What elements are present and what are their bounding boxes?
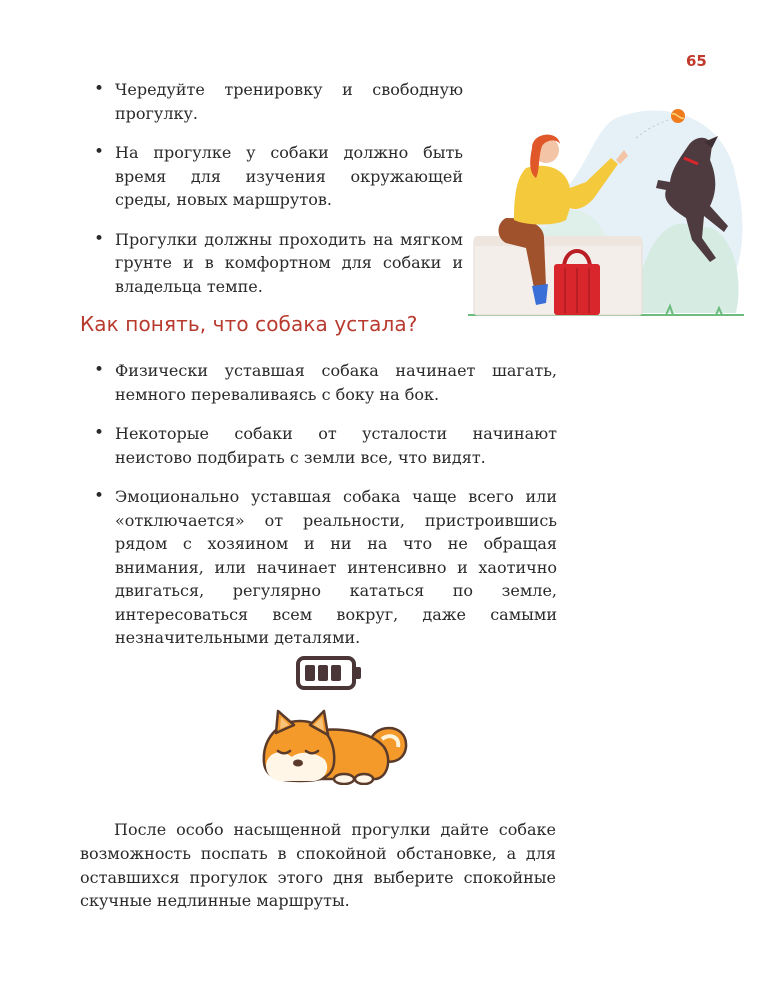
list-item: • Эмоционально уставшая собака чаще всего или «отключается» от реальности, пристроившись рядом с хозяином и ни на что не обращая внимания, или начинает интенсивно и хаотично двигаться, регулярно кататься по земле, интересоваться всем вокруг, даже самыми незначительными деталями. [93,485,557,650]
bench-top [474,236,642,246]
list-item: • Физически уставшая собака начинает шагать, немного переваливаясь с боку на бок. [93,359,557,406]
battery-low-icon [296,655,364,691]
page-number: 65 [686,52,707,70]
closing-paragraph: После особо насыщенной прогулки дайте собаке возможность поспать в спокойной обстановке, а для оставшихся прогулок этого дня выберите спокойные скучные недлинные маршруты. [80,820,556,911]
woman-playing-ball-with-dog-illustration [466,98,756,323]
bullet-list-walks [93,78,463,314]
list-item: • Прогулки должны проходить на мягком грунте и в комфортном для собаки и владельца темпе. [93,228,463,299]
list-item: • Чередуйте тренировку и свободную прогулку. [93,78,463,125]
sleeping-shiba-illustration [258,703,410,785]
list-item: • На прогулке у собаки должно быть время для изучения окружающей среды, новых маршрутов. [93,141,463,212]
list-item: • Некоторые собаки от усталости начинают неистово подбирать с земли все, что видят. [93,422,557,469]
section-heading: Как понять, что собака устала? [80,312,418,336]
bullet-list-tired-signs [93,359,557,666]
